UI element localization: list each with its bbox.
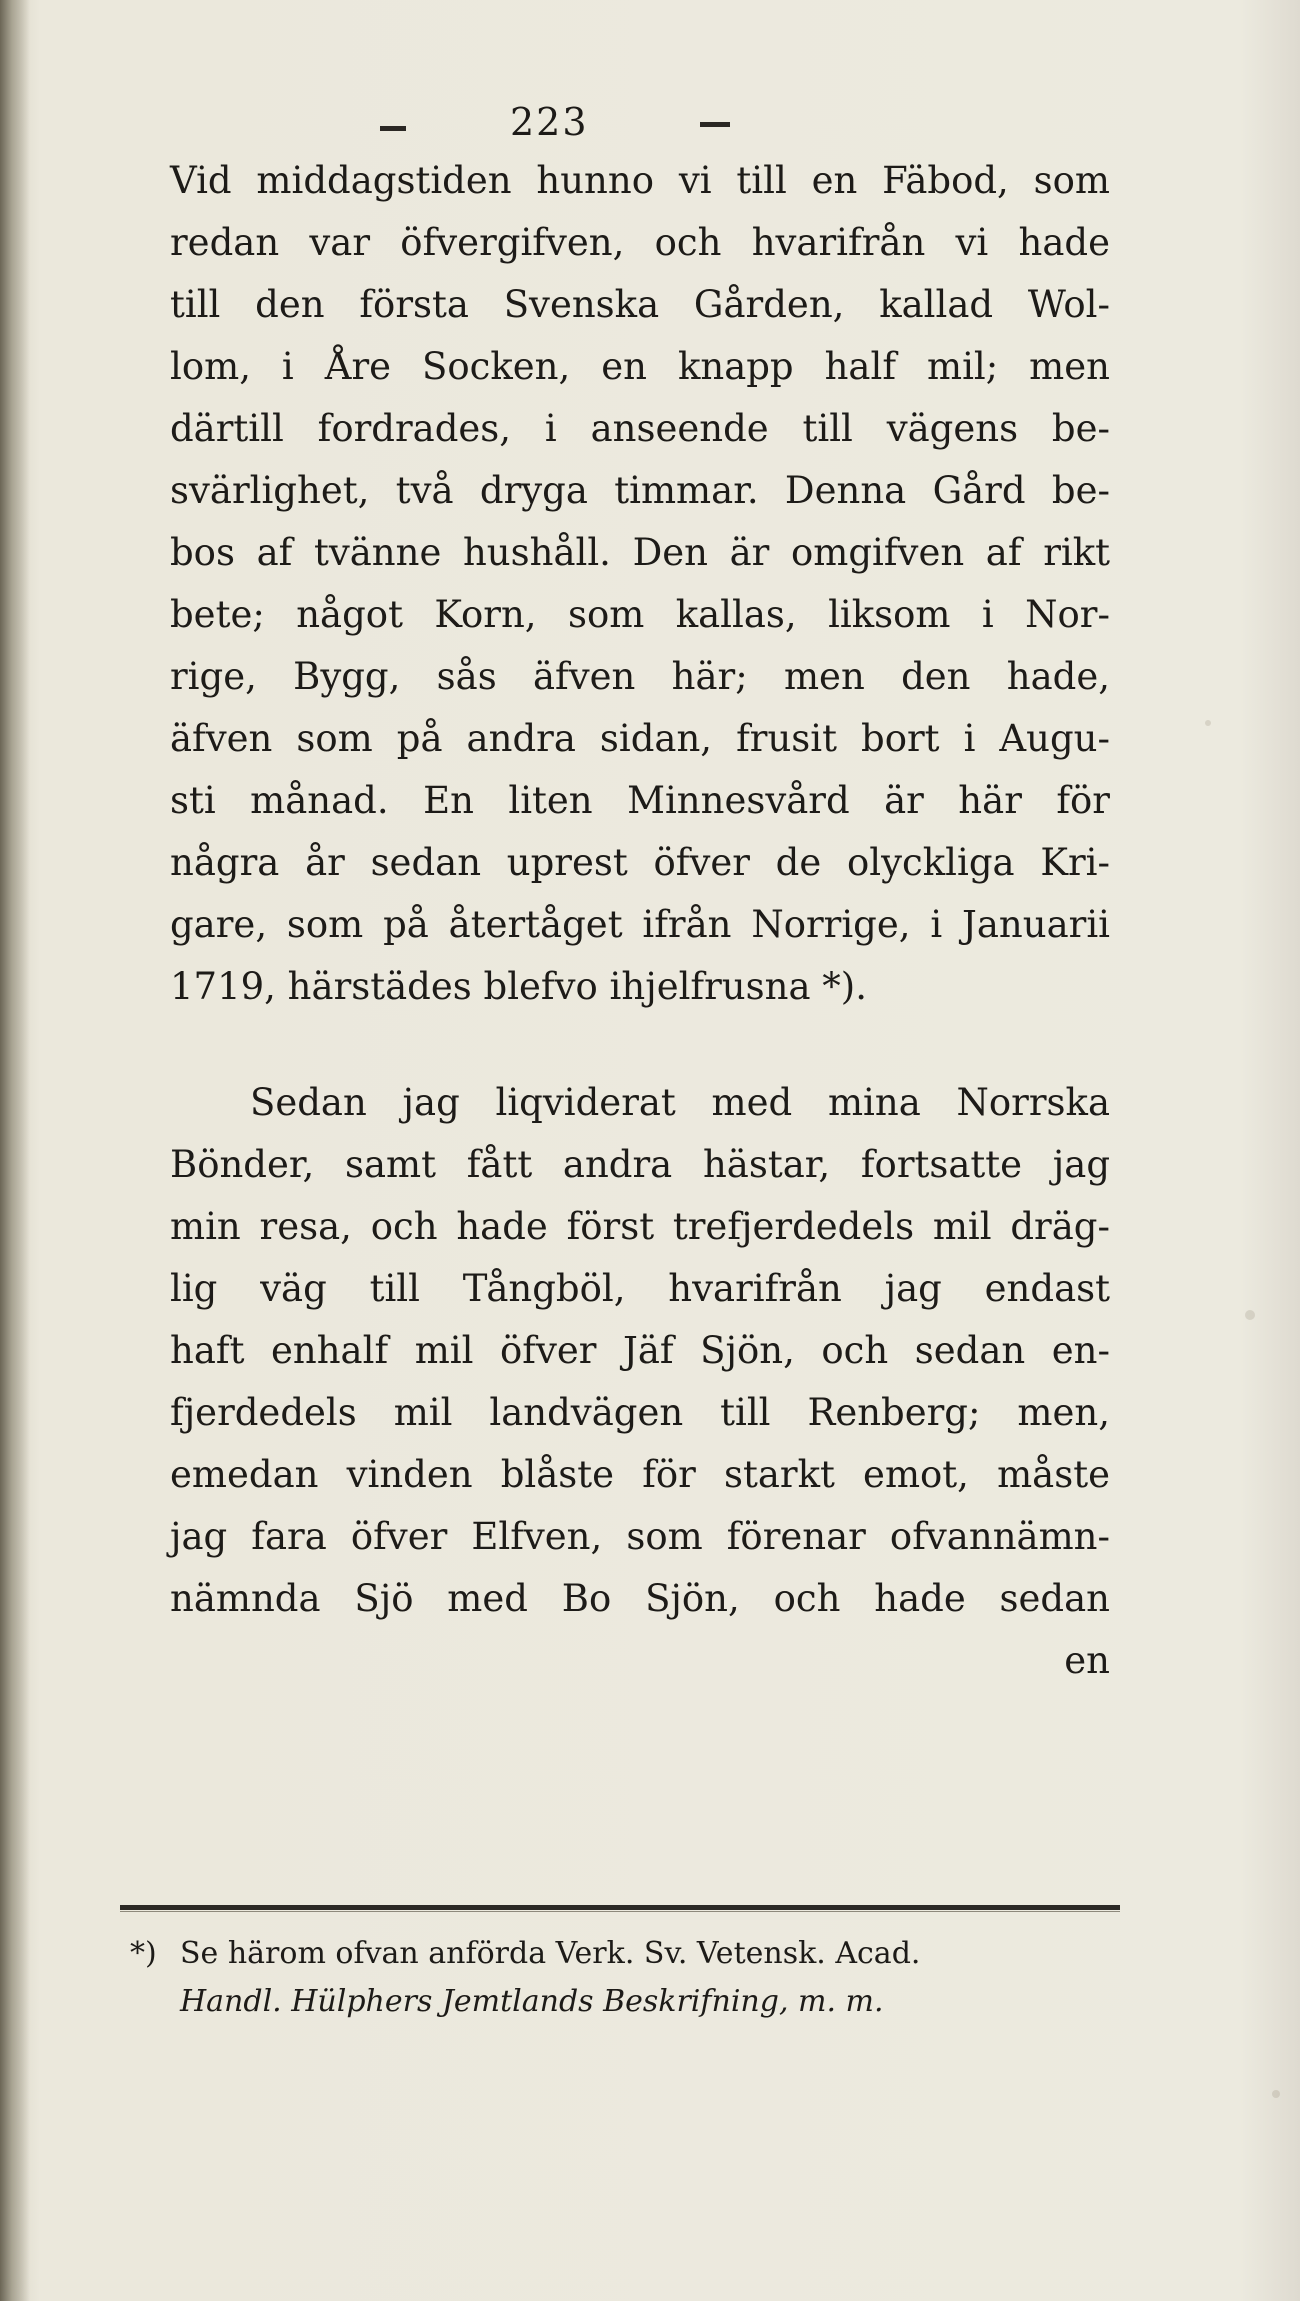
text-line: redan var öfvergifven, och hvarifrån vi hade bbox=[170, 221, 1110, 264]
text-line: lom, i Åre Socken, en knapp half mil; men bbox=[170, 345, 1110, 388]
text-line: svärlighet, två drygа timmar. Denna Gård be- bbox=[170, 469, 1110, 512]
text-line: rige, Bygg, sås äfven här; men den hade, bbox=[170, 655, 1110, 698]
header-dash-right bbox=[700, 122, 730, 127]
text-line: fjerdedels mil landvägen till Renberg; men, bbox=[170, 1391, 1110, 1434]
text-line: gare, som på återtåget ifrån Norrige, i Januarii bbox=[170, 903, 1110, 946]
text-line: Vid middagstiden hunno vi till en Fäbod, som bbox=[170, 159, 1110, 202]
body-text bbox=[170, 150, 1110, 1692]
text-line: äfven som på andra sidan, frusit bort i Augu- bbox=[170, 717, 1110, 760]
paper-spot bbox=[1245, 1310, 1255, 1320]
text-line: lig väg till Tångböl, hvarifrån jag endast bbox=[170, 1267, 1110, 1310]
paper-spot bbox=[1272, 2090, 1280, 2098]
text-line: Bönder, samt fått andra hästar, fortsatte jag bbox=[170, 1143, 1110, 1186]
paragraph-gap bbox=[170, 1018, 1110, 1072]
header-dash-left bbox=[380, 126, 406, 131]
footnote bbox=[130, 1930, 1130, 2026]
text-line: några år sedan uprest öfver de olyckliga Kri- bbox=[170, 841, 1110, 884]
footnote-marker: *) bbox=[130, 1936, 157, 1971]
footnote-separator bbox=[120, 1905, 1120, 1910]
text-line: till den första Svenska Gården, kallad Wol- bbox=[170, 283, 1110, 326]
footnote-line bbox=[130, 1930, 1130, 1978]
footnote-separator-thin bbox=[120, 1911, 1120, 1912]
page-binding-edge bbox=[0, 0, 30, 2301]
text-line: bos af tvänne hushåll. Den är omgifven af rikt bbox=[170, 531, 1110, 574]
paper-spot bbox=[1205, 720, 1211, 726]
text-line: sti månad. En liten Minnesvård är här för bbox=[170, 779, 1110, 822]
page-number: 223 bbox=[510, 100, 589, 144]
text-line: min resa, och hade först trefjerdedels mil dräg- bbox=[170, 1205, 1110, 1248]
text-line: 1719, härstädes blefvo ihjelfrusna *). bbox=[170, 965, 867, 1008]
footnote-line: Handl. Hülphers Jemtlands Beskrifning, m. m. bbox=[180, 1984, 884, 2019]
text-line: jag fara öfver Elfven, som förenar ofvannämn- bbox=[170, 1515, 1110, 1558]
catchword: en bbox=[1064, 1639, 1110, 1682]
footnote-text: Se härom ofvan anförda Verk. Sv. Vetensk. Acad. bbox=[180, 1936, 921, 1971]
text-line: därtill fordrades, i anseende till vägens be- bbox=[170, 407, 1110, 450]
text-line: Sedan jag liqviderat med mina Norrska bbox=[250, 1081, 1110, 1124]
text-line: haft enhalf mil öfver Jäf Sjön, och sedan en- bbox=[170, 1329, 1110, 1372]
page-header bbox=[0, 92, 1300, 152]
text-line: emedan vinden blåste för starkt emot, måste bbox=[170, 1453, 1110, 1496]
text-line: bete; något Korn, som kallas, liksom i Nor- bbox=[170, 593, 1110, 636]
text-line: nämnda Sjö med Bo Sjön, och hade sedan bbox=[170, 1577, 1110, 1620]
